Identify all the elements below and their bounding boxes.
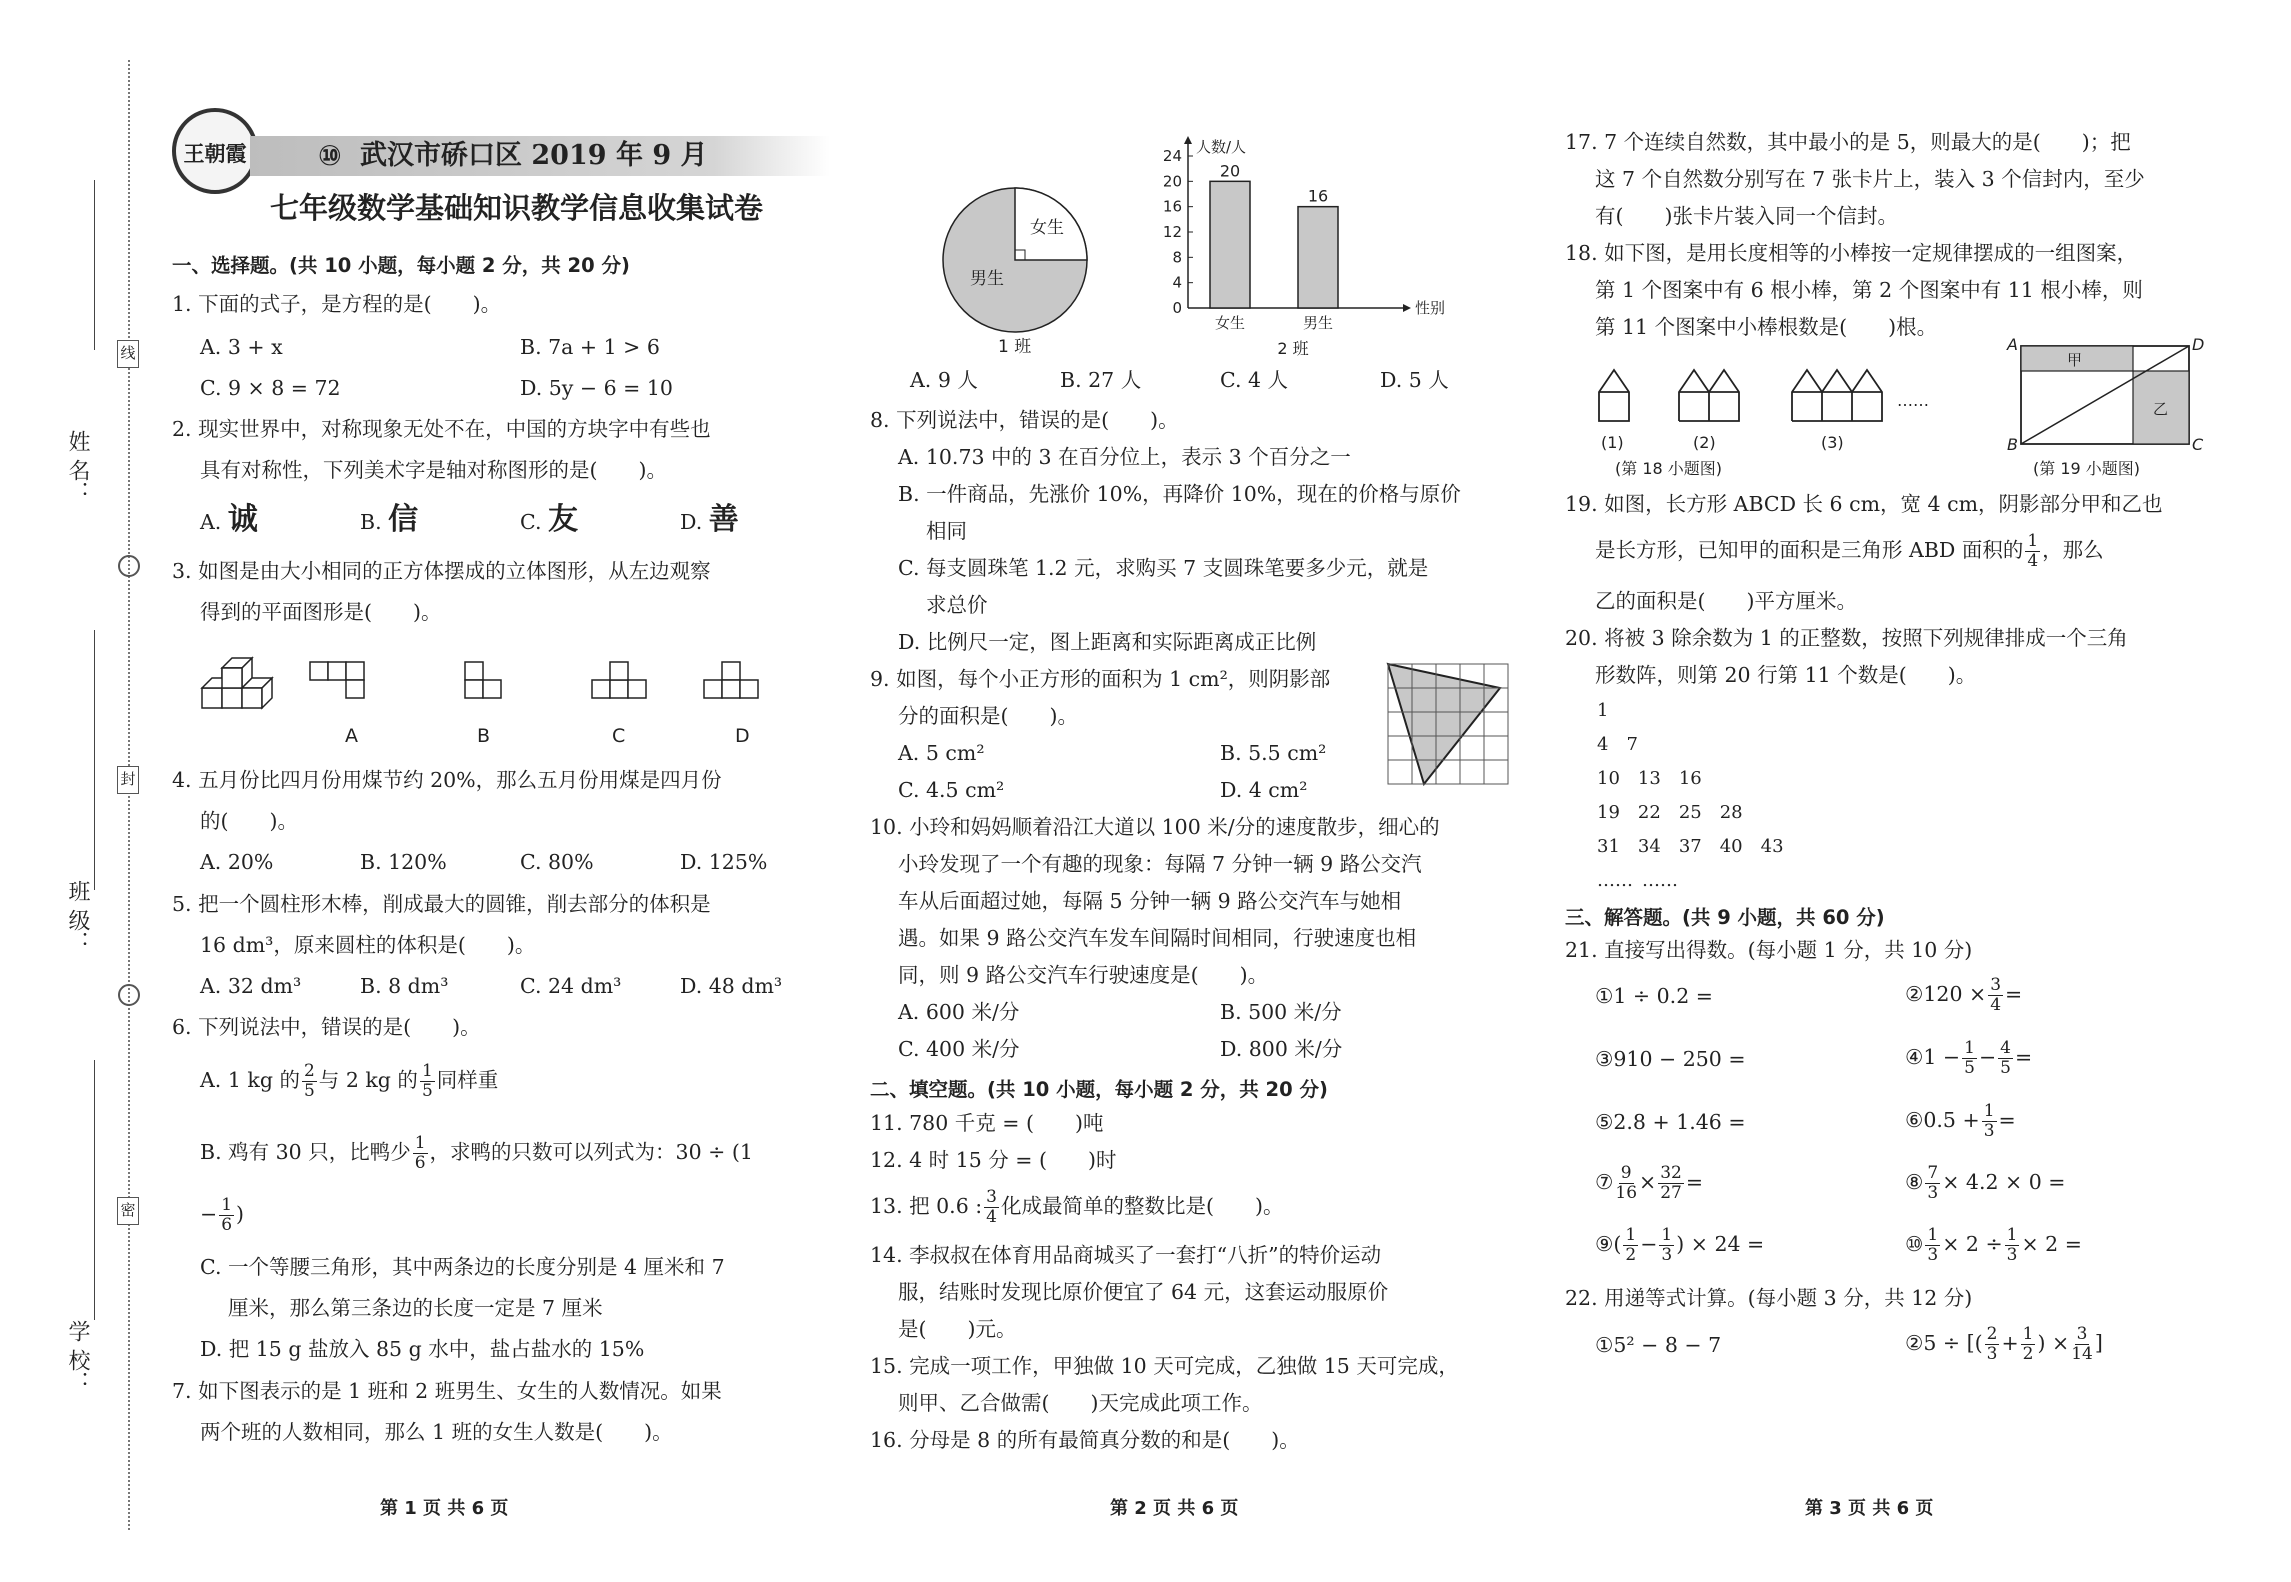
- q9-option-c: C. 4.5 cm²: [898, 778, 1005, 802]
- seal-tag-line: 线: [117, 340, 139, 368]
- page-2-footer: 第 2 页 共 6 页: [1110, 1498, 1239, 1519]
- q9-grid-figure: [1384, 660, 1514, 790]
- q7-option-b: B. 27 人: [1060, 368, 1142, 392]
- array-row: …… ……: [1597, 870, 1678, 891]
- q10-option-b: B. 500 米/分: [1220, 1000, 1342, 1024]
- q6-option-d: D. 把 15 g 盐放入 85 g 水中，盐占盐水的 15%: [200, 1337, 645, 1361]
- fraction: $\frac{1}{3}$: [1983, 1101, 1995, 1141]
- q5-stem-line1: 5. 把一个圆柱形木棒，削成最大的圆锥，削去部分的体积是: [172, 892, 711, 916]
- page-1: [160, 0, 820, 1582]
- bar-data-label: 16: [1307, 186, 1329, 206]
- q10-stem-line2: 小玲发现了一个有趣的现象：每隔 7 分钟一辆 9 路公交汽: [898, 852, 1422, 876]
- dotted-cut-line: [128, 60, 130, 1530]
- q22-item-2: ②5 ÷ [( $\frac{2}{3}$ + $\frac{1}{2}$ ) × $\frac{3}{14}$ ]: [1905, 1324, 2103, 1364]
- q5-option-b: B. 8 dm³: [360, 974, 449, 998]
- q4-option-b: B. 120%: [360, 850, 447, 874]
- q1-stem: 1. 下面的式子，是方程的是( )。: [172, 292, 502, 316]
- binding-strip: [0, 0, 150, 1582]
- q14-line3: 是( )元。: [898, 1317, 1017, 1341]
- fraction: $\frac{2}{3}$: [1986, 1324, 1998, 1364]
- label-c: C: [2192, 435, 2204, 454]
- binding-circle-icon: [118, 555, 140, 577]
- q5-stem-line2: 16 dm³，原来圆柱的体积是( )。: [200, 933, 536, 957]
- q1-option-a: A. 3 + x: [200, 335, 283, 359]
- pattern-3-label: (3): [1821, 433, 1844, 452]
- section-3-heading: 三、解答题。(共 9 小题，共 60 分): [1565, 906, 1885, 929]
- q8-option-b-line1: B. 一件商品，先涨价 10%，再降价 10%，现在的价格与原价: [898, 482, 1461, 506]
- q10-stem-line5: 同，则 9 路公交汽车行驶速度是( )。: [898, 963, 1269, 987]
- q3-label-d: D: [735, 725, 750, 747]
- q8-option-d: D. 比例尺一定，图上距离和实际距离成正比例: [898, 630, 1317, 654]
- q9-stem-line2: 分的面积是( )。: [898, 704, 1078, 728]
- class-label: 班 级：: [65, 880, 90, 953]
- fraction: $\frac{7}{3}$: [1927, 1163, 1939, 1203]
- pattern-2-label: (2): [1693, 433, 1716, 452]
- q19-line2: 是长方形，已知甲的面积是三角形 ABD 面积的 $\frac{1}{4}$ ，那么: [1595, 531, 2104, 571]
- q3-option-c-figure: [592, 662, 646, 698]
- q17-line3: 有( )张卡片装入同一个信封。: [1595, 204, 1898, 228]
- fraction: $\frac{1}{3}$: [1661, 1225, 1673, 1265]
- q10-stem-line1: 10. 小玲和妈妈顺着沿江大道以 100 米/分的速度散步，细心的: [870, 815, 1440, 839]
- q6-stem: 6. 下列说法中，错误的是( )。: [172, 1015, 481, 1039]
- fraction: $\frac{1}{6}$: [414, 1133, 426, 1173]
- q3-stem-line2: 得到的平面图形是( )。: [200, 600, 442, 624]
- q19-line1: 19. 如图，长方形 ABCD 长 6 cm，宽 4 cm，阴影部分甲和乙也: [1565, 492, 2163, 516]
- fraction: $\frac{9}{16}$: [1615, 1163, 1638, 1203]
- x-axis-title: 性别: [1415, 299, 1446, 317]
- q12: 12. 4 时 15 分 = ( )时: [870, 1148, 1117, 1172]
- q16: 16. 分母是 8 的所有最简真分数的和是( )。: [870, 1428, 1300, 1452]
- q20-line1: 20. 将被 3 除余数为 1 的正整数，按照下列规律排成一个三角: [1565, 626, 2128, 650]
- q9-option-b: B. 5.5 cm²: [1220, 741, 1327, 765]
- label-yi: 乙: [2153, 400, 2169, 418]
- y-tick-label: 24: [1162, 147, 1182, 165]
- q7-option-d: D. 5 人: [1380, 368, 1449, 392]
- q17-line2: 这 7 个自然数分别写在 7 张卡片上，装入 3 个信封内，至少: [1595, 167, 2145, 191]
- x-tick-label: 男生: [1302, 314, 1334, 332]
- fraction: $\frac{1}{5}$: [421, 1061, 433, 1101]
- q2-option-d: D. 善: [680, 502, 739, 537]
- array-row: 10 13 16: [1597, 768, 1702, 789]
- y-tick-label: 4: [1172, 273, 1182, 292]
- fraction: $\frac{1}{6}$: [221, 1195, 233, 1235]
- q21-item-9: ⑨( $\frac{1}{2}$ − $\frac{1}{3}$ ) × 24 =: [1595, 1225, 1765, 1265]
- q20-line2: 形数阵，则第 20 行第 11 个数是( )。: [1595, 663, 1977, 687]
- pattern-1: [1599, 370, 1629, 421]
- q4-option-c: C. 80%: [520, 850, 594, 874]
- q7-bar-chart: [1140, 128, 1460, 358]
- school-underline: [94, 1060, 95, 1320]
- q7-option-a: A. 9 人: [910, 368, 978, 392]
- q6-option-b: B. 鸡有 30 只，比鸭少 $\frac{1}{6}$ ，求鸭的只数可以列式为：30 ÷ (1: [200, 1133, 753, 1173]
- fraction: $\frac{1}{3}$: [2006, 1225, 2018, 1265]
- q4-option-a: A. 20%: [200, 850, 274, 874]
- bar-data-label: 20: [1219, 161, 1241, 181]
- label-a: A: [2007, 336, 2018, 354]
- q7-stem-line2: 两个班的人数相同，那么 1 班的女生人数是( )。: [200, 1420, 673, 1444]
- q21-item-5: ⑤2.8 + 1.46 =: [1595, 1110, 1746, 1134]
- fraction: $\frac{1}{5}$: [1964, 1038, 1975, 1078]
- q10-option-d: D. 800 米/分: [1220, 1037, 1343, 1061]
- y-axis-title: 人数/人: [1196, 138, 1247, 156]
- q6-option-a: A. 1 kg 的 $\frac{2}{5}$ 与 2 kg 的 $\frac{1}{5}$ 同样重: [200, 1061, 499, 1101]
- q6-option-c-line1: C. 一个等腰三角形，其中两条边的长度分别是 4 厘米和 7: [200, 1255, 725, 1279]
- q7-stem-line1: 7. 如下图表示的是 1 班和 2 班男生、女生的人数情况。如果: [172, 1379, 722, 1403]
- chart-title: 2 班: [1277, 339, 1309, 358]
- q18-matchstick-figures: [1595, 346, 1935, 486]
- array-row: 1: [1597, 700, 1609, 721]
- q9-option-a: A. 5 cm²: [898, 741, 985, 765]
- header-title-line1: 武汉市硚口区 2019 年 9 月: [360, 140, 708, 171]
- y-tick-label: 12: [1162, 223, 1182, 241]
- q10-option-c: C. 400 米/分: [898, 1037, 1020, 1061]
- q3-option-d-figure: [704, 662, 758, 698]
- q1-option-d: D. 5y − 6 = 10: [520, 376, 673, 400]
- q8-stem: 8. 下列说法中，错误的是( )。: [870, 408, 1179, 432]
- q5-option-d: D. 48 dm³: [680, 974, 783, 998]
- pie-girl-label: 女生: [1030, 218, 1064, 238]
- school-label: 学 校：: [65, 1320, 90, 1393]
- q3-cube-solid: [202, 658, 272, 708]
- triangle-number-array: [1597, 694, 1784, 898]
- x-tick-label: 女生: [1214, 314, 1246, 332]
- q19-rectangle-figure: [2005, 336, 2205, 486]
- q22-stem: 22. 用递等式计算。(每小题 3 分，共 12 分): [1565, 1286, 1973, 1310]
- q3-label-c: C: [612, 725, 626, 747]
- q9-stem-line1: 9. 如图，每个小正方形的面积为 1 cm²，则阴影部: [870, 667, 1331, 691]
- q13: 13. 把 0.6 : $\frac{3}{4}$ 化成最简单的整数比是( )。: [870, 1187, 1284, 1227]
- section-2-heading: 二、填空题。(共 10 小题，每小题 2 分，共 20 分): [870, 1078, 1328, 1101]
- y-axis-arrow: [1184, 136, 1192, 144]
- header-title-line2: 七年级数学基础知识教学信息收集试卷: [270, 191, 764, 225]
- array-row: 4 7: [1597, 734, 1638, 755]
- y-tick-label: 0: [1172, 299, 1182, 317]
- q21-item-7: ⑦ $\frac{9}{16}$ × $\frac{32}{27}$ =: [1595, 1163, 1704, 1203]
- q7-option-c: C. 4 人: [1220, 368, 1289, 392]
- section-1-heading: 一、选择题。(共 10 小题，每小题 2 分，共 20 分): [172, 254, 630, 277]
- label-b: B: [2007, 435, 2018, 454]
- q10-stem-line4: 遇。如果 9 路公交汽车发车间隔时间相同，行驶速度也相: [898, 926, 1417, 950]
- q8-option-c-line2: 求总价: [926, 593, 988, 617]
- fraction: $\frac{1}{2}$: [1625, 1225, 1637, 1265]
- q21-item-8: ⑧ $\frac{7}{3}$ × 4.2 × 0 =: [1905, 1163, 2066, 1203]
- fraction: $\frac{3}{4}$: [1990, 975, 2002, 1015]
- logo-text: 王朝霞: [183, 141, 247, 166]
- q21-item-10: ⑩ $\frac{1}{3}$ × 2 ÷ $\frac{1}{3}$ × 2 =: [1905, 1225, 2082, 1265]
- fig18-caption: (第 18 小题图): [1615, 459, 1723, 478]
- q8-option-b-line2: 相同: [926, 519, 967, 543]
- q21-item-2: ②120 × $\frac{3}{4}$ =: [1905, 975, 2023, 1015]
- q18-line3: 第 11 个图案中小棒根数是( )根。: [1595, 315, 1938, 339]
- fraction: $\frac{1}{3}$: [1927, 1225, 1939, 1265]
- array-row: 31 34 37 40 43: [1597, 836, 1784, 857]
- q21-stem: 21. 直接写出得数。(每小题 1 分，共 10 分): [1565, 938, 1973, 962]
- q3-stem-line1: 3. 如图是由大小相同的正方体摆成的立体图形，从左边观察: [172, 559, 711, 583]
- fraction: $\frac{1}{2}$: [2022, 1324, 2034, 1364]
- fraction: $\frac{32}{27}$: [1660, 1163, 1682, 1203]
- seal-tag-secret: 密: [117, 1197, 139, 1225]
- x-axis-arrow: [1403, 304, 1411, 312]
- pie-caption: 1 班: [998, 337, 1032, 357]
- q2-option-b: B. 信: [360, 502, 419, 537]
- page-1-footer: 第 1 页 共 6 页: [380, 1498, 509, 1519]
- q2-stem-line2: 具有对称性，下列美术字是轴对称图形的是( )。: [200, 458, 667, 482]
- q21-item-4: ④1 − $\frac{1}{5}$ − $\frac{4}{5}$ =: [1905, 1038, 2033, 1078]
- header-badge: ⑩: [318, 139, 342, 172]
- q4-stem-line2: 的( )。: [200, 809, 298, 833]
- q14-line2: 服，结账时发现比原价便宜了 64 元，这套运动服原价: [898, 1280, 1389, 1304]
- name-underline: [94, 180, 95, 350]
- q7-pie-chart: [930, 180, 1130, 360]
- pattern-ellipsis: ……: [1897, 391, 1929, 410]
- q14-line1: 14. 李叔叔在体育用品商城买了一套打“八折”的特价运动: [870, 1243, 1382, 1267]
- q1-option-c: C. 9 × 8 = 72: [200, 376, 341, 400]
- q18-line1: 18. 如下图，是用长度相等的小棒按一定规律摆成的一组图案，: [1565, 241, 2138, 265]
- q4-option-d: D. 125%: [680, 850, 768, 874]
- fraction: $\frac{3}{14}$: [2071, 1324, 2093, 1364]
- binding-circle-icon: [118, 984, 140, 1006]
- fraction: $\frac{4}{5}$: [2000, 1038, 2011, 1078]
- q9-option-d: D. 4 cm²: [1220, 778, 1308, 802]
- q3-option-b-figure: [465, 662, 501, 698]
- q15-line2: 则甲、乙合做需( )天完成此项工作。: [898, 1391, 1263, 1415]
- q6-option-b-cont: − $\frac{1}{6}$ ): [200, 1195, 245, 1235]
- q17-line1: 17. 7 个连续自然数，其中最小的是 5，则最大的是( )；把: [1565, 130, 2131, 154]
- q10-option-a: A. 600 米/分: [898, 1000, 1020, 1024]
- class-underline: [94, 630, 95, 890]
- pie-boy-label: 男生: [970, 269, 1004, 289]
- q21-item-3: ③910 − 250 =: [1595, 1047, 1746, 1071]
- q11: 11. 780 千克 = ( )吨: [870, 1111, 1104, 1135]
- page-3-footer: 第 3 页 共 6 页: [1805, 1498, 1934, 1519]
- logo-emblem: [172, 108, 258, 194]
- q5-option-a: A. 32 dm³: [200, 974, 302, 998]
- q2-option-c: C. 友: [520, 502, 579, 537]
- pattern-1-label: (1): [1601, 433, 1624, 452]
- bar-1: [1210, 181, 1250, 308]
- q2-stem-line1: 2. 现实世界中，对称现象无处不在，中国的方块字中有些也: [172, 417, 711, 441]
- y-tick-label: 8: [1172, 248, 1182, 267]
- q19-line3: 乙的面积是( )平方厘米。: [1595, 589, 1857, 613]
- seal-tag-seal: 封: [117, 766, 139, 794]
- q15-line1: 15. 完成一项工作，甲独做 10 天可完成，乙独做 15 天可完成，: [870, 1354, 1459, 1378]
- q3-figures: [200, 640, 800, 750]
- y-tick-label: 16: [1162, 197, 1182, 216]
- q3-label-a: A: [345, 725, 358, 747]
- q10-stem-line3: 车从后面超过她，每隔 5 分钟一辆 9 路公交汽车与她相: [898, 889, 1402, 913]
- q2-option-a: A. 诚: [200, 502, 258, 537]
- q3-label-b: B: [477, 725, 491, 747]
- pattern-3: [1792, 370, 1882, 421]
- page-3: [1565, 0, 2205, 1582]
- label-d: D: [2192, 336, 2205, 354]
- label-jia: 甲: [2067, 351, 2083, 369]
- q6-option-c-line2: 厘米，那么第三条边的长度一定是 7 厘米: [228, 1296, 603, 1320]
- q1-option-b: B. 7a + 1 > 6: [520, 335, 660, 359]
- q18-line2: 第 1 个图案中有 6 根小棒，第 2 个图案中有 11 根小棒，则: [1595, 278, 2143, 302]
- q3-option-a-figure: [310, 662, 364, 698]
- name-label: 姓 名：: [65, 430, 90, 503]
- y-tick-label: 20: [1162, 172, 1182, 191]
- q21-item-1: ①1 ÷ 0.2 =: [1595, 984, 1713, 1008]
- fraction: $\frac{1}{4}$: [2027, 531, 2039, 571]
- q22-item-1: ①5² − 8 − 7: [1595, 1333, 1722, 1357]
- q21-item-6: ⑥0.5 + $\frac{1}{3}$ =: [1905, 1101, 2016, 1141]
- fig19-caption: (第 19 小题图): [2033, 459, 2141, 478]
- fraction: $\frac{3}{4}$: [986, 1187, 997, 1227]
- array-row: 19 22 25 28: [1597, 802, 1743, 823]
- q5-option-c: C. 24 dm³: [520, 974, 622, 998]
- q4-stem-line1: 4. 五月份比四月份用煤节约 20%，那么五月份用煤是四月份: [172, 768, 722, 792]
- q8-option-c-line1: C. 每支圆珠笔 1.2 元，求购买 7 支圆珠笔要多少元，就是: [898, 556, 1429, 580]
- fraction: $\frac{2}{5}$: [303, 1061, 315, 1101]
- q8-option-a: A. 10.73 中的 3 在百分位上，表示 3 个百分之一: [898, 445, 1351, 469]
- bar-2: [1298, 207, 1338, 308]
- page-2: [860, 0, 1520, 1582]
